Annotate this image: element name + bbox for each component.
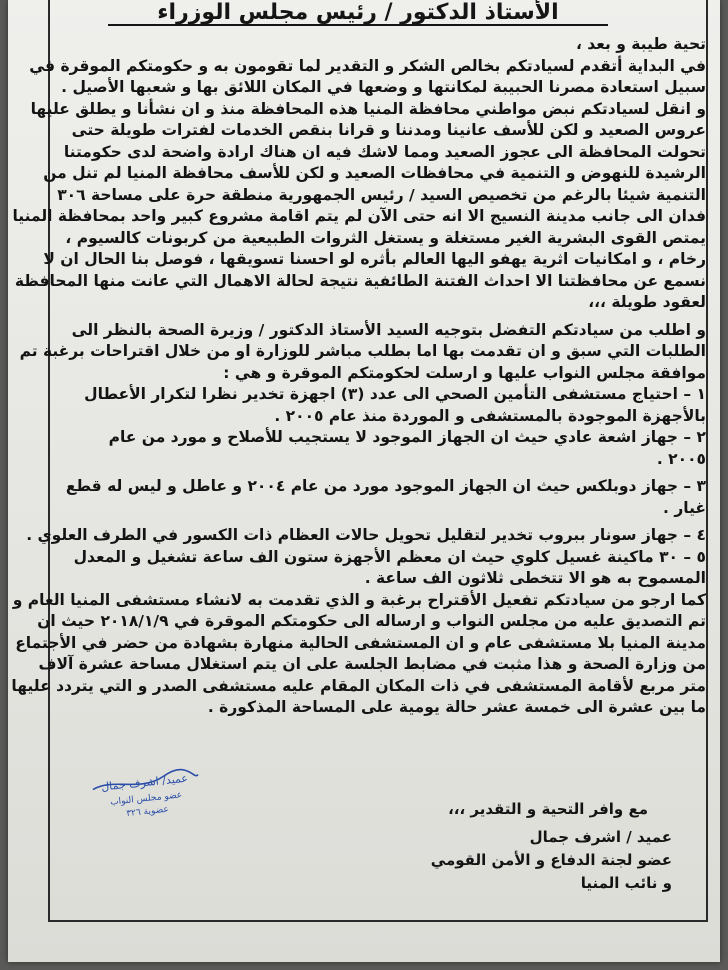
body-line: سبيل استعادة مصرنا الحبيبة لمكانتها و وضعها في المكان اللائق بها و شعبها الأصيل . [61,78,706,96]
body-line: رخام ، و امكانيات اثرية يهفو اليها العالم بأثره لو احسنا تسويقها ، فوصل بنا الحال ان لا [43,250,706,268]
body-line: عروس الصعيد و لكن للأسف عانينا ومدننا و قرانا بنقص الخدمات لفترات طويلة حتى [71,121,706,139]
list-item: ٢٠٠٥ . [656,449,706,468]
body-line: التنمية شيئا بالرغم من تخصيص السيد / رئيس الجمهورية منطقة حرة على مساحة ٣٠٦ [57,185,706,204]
greeting: تحية طيبة و بعد ، [575,35,706,53]
closing-line: مع وافر التحية و التقدير ،،، [448,800,648,818]
body-line: كما ارجو من سيادتكم تفعيل الأقتراح برغبة و الذي تقدمت به لانشاء مستشفى المنيا العام و [12,590,706,609]
letter-header: الأستاذ الدكتور / رئيس مجلس الوزراء [108,0,608,26]
list-item: المسموح به هو الا تتخطى ثلاثون الف ساعة . [364,569,706,587]
body-line: نسمع عن محافظتنا الا احداث الفتنة الطائفية نتيجة لحالة الاهمال التي عانت منها المحافظة [14,271,706,290]
body-line: ما بين عشرة الى خمسة عشر حالة يومية على المساحة المذكورة . [207,698,706,716]
body-line: و اطلب من سيادتكم التفضل بتوجيه السيد الأستاذ الدكتور / وزيرة الصحة بالنظر الى [71,320,706,339]
body-line: مدينة المنيا بلا مستشفى عام و ان المستشفى الحالية منهارة بشهادة من حضر في الأجتماع [15,633,706,652]
list-item: ٥ – ٣٠ ماكينة غسيل كلوي حيث ان معظم الأجهزة ستون الف ساعة تشغيل و المعدل [73,547,706,566]
body-line: لعقود طويلة ،،، [588,293,706,311]
body-line: و انقل لسيادتكم نبض مواطني محافظة المنيا هذه المحافظة منذ و ان نشأنا و يطلق عليها [30,99,706,118]
letter-body [11,34,706,719]
list-item: بالأجهزة الموجودة بالمستشفى و الموردة منذ عام ٢٠٠٥ . [274,406,706,425]
list-item: ٤ – جهاز سونار ببروب تخدير لتقليل تحويل حالات العظام ذات الكسور في الطرف العلوي . [26,526,706,544]
body-line: في البداية أتقدم لسيادتكم بخالص الشكر و التقدير لما تقومون به و حكومتكم الموقرة في [29,56,706,75]
list-item: غيار . [663,498,706,517]
stamp-name: عميد/ اشرف جمال [100,771,189,794]
body-line: يمتص القوى البشرية الغير مستغلة و يستغل الثروات الطبيعية من كربونات كالسيوم ، [65,228,706,247]
list-item: ٢ – جهاز اشعة عادي حيث ان الجهاز الموجود لا يستجيب للأصلاح و مورد من عام [108,428,706,446]
body-line: موافقة مجلس النواب عليها و ارسلت لحكومتكم الموقرة و هي : [223,363,706,382]
body-line: فدان الى جانب مدينة النسيج الا انه حتى الآن لم يتم اقامة مشروع كبير واحد بمحافظة المنيا [12,207,706,225]
body-line: الطلبات التي سبق و ان تقدمت بها اما بطلب مباشر للوزارة او من خلال اقتراحات برغبة تم [19,342,706,360]
list-item: ١ – احتياج مستشفى التأمين الصحي الى عدد (٣) اجهزة تخدير نظرا لتكرار الأعطال [84,385,706,403]
signer-name: عميد / اشرف جمال [529,828,672,846]
body-line: تم التصديق عليه من مجلس النواب و ارساله الى حكومتكم الموقرة في ٢٠١٨/١/٩ حيث ان [37,612,706,630]
signer-title: عضو لجنة الدفاع و الأمن القومي [430,851,672,869]
signer-role: و نائب المنيا [580,874,672,892]
body-line: من وزارة الصحة و هذا مثبت في مضابط الجلسة على ان يتم استغلال مساحة عشرة آلاف [38,655,706,673]
stamp-number: عضوية ٣٢٦ [125,804,170,820]
body-line: الرشيدة للنهوض و التنمية في محافظات الصعيد و لكن للأسف محافظة المنيا لم تنل من [43,164,706,182]
body-line: متر مربع لأقامة المستشفى في ذات المكان المقام عليه مستشفى الصدر و التي يتردد عليها [11,676,706,695]
stamp-line: عضو مجلس النواب [109,790,183,808]
signature-block [431,826,672,895]
list-item: ٣ – جهاز دوبلكس حيث ان الجهاز الموجود مورد من عام ٢٠٠٤ و عاطل و ليس له قطع [65,477,706,495]
letter-paper [8,0,720,962]
body-line: تحولت المحافظة الى عجوز الصعيد ومما لاشك فيه ان هناك ارادة واضحة لدى حكومتنا [63,142,706,161]
